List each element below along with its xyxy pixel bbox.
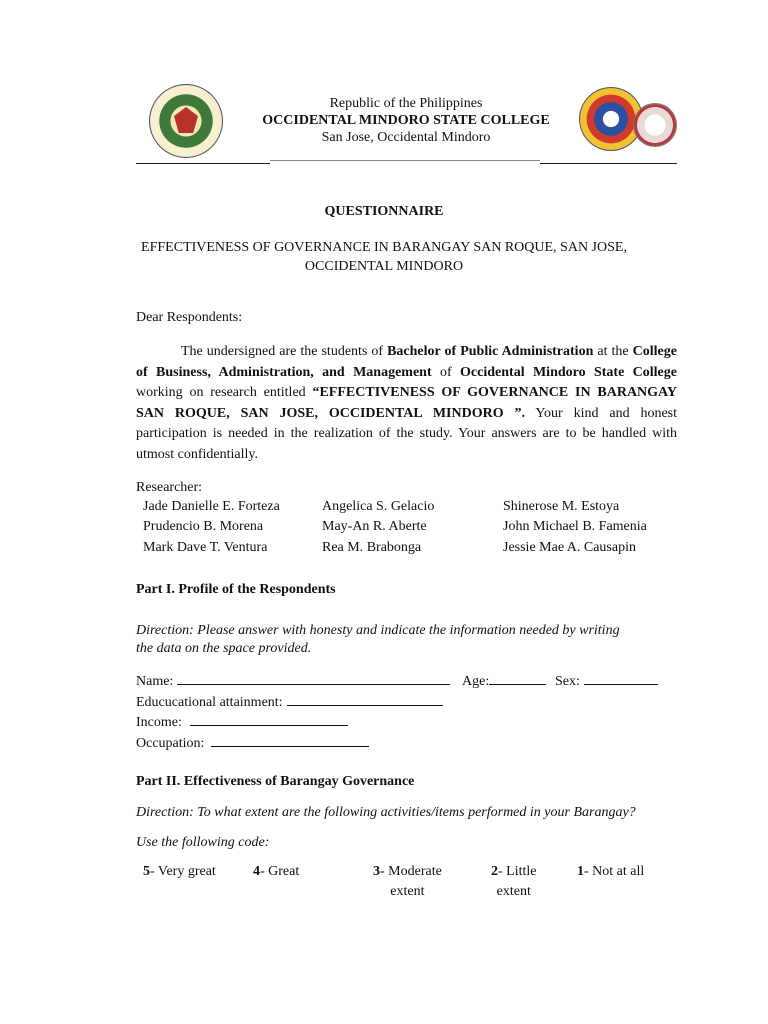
income-row (136, 711, 348, 733)
part1-title: Part I. Profile of the Respondents (136, 582, 336, 597)
income-field[interactable] (190, 711, 348, 726)
part1-direction-line-2: the data on the space provided. (136, 641, 312, 656)
header-college-name: OCCIDENTAL MINDORO STATE COLLEGE (262, 113, 550, 128)
researcher-label: Researcher: (136, 480, 203, 495)
header-republic: Republic of the Philippines (329, 96, 483, 111)
code-item: 4- Great (253, 864, 300, 879)
education-field[interactable] (287, 691, 443, 706)
education-label: Educucational attainment: (136, 695, 283, 710)
age-row (462, 670, 546, 692)
researcher-name: Jade Danielle E. Forteza (143, 499, 280, 514)
researcher-name: Angelica S. Gelacio (322, 499, 435, 514)
code-item: 5- Very great (143, 864, 216, 879)
salutation: Dear Respondents: (136, 310, 243, 325)
subtitle-line-2: OCCIDENTAL MINDORO (304, 259, 464, 274)
name-row (136, 670, 450, 692)
subtitle-line-1: EFFECTIVENESS OF GOVERNANCE IN BARANGAY SAN ROQUE, SAN JOSE, (141, 240, 627, 255)
researcher-name: Rea M. Brabonga (322, 540, 422, 555)
sex-label: Sex: (555, 674, 580, 689)
header-location: San Jose, Occidental Mindoro (321, 130, 491, 145)
header-rule-left (136, 163, 270, 164)
document-title: QUESTIONNAIRE (324, 204, 444, 219)
part1-direction-line-1: Direction: Please answer with honesty and indicate the information needed by writing (136, 623, 620, 638)
researcher-name: John Michael B. Famenia (503, 519, 647, 534)
occupation-row (136, 732, 369, 754)
name-field[interactable] (177, 670, 450, 685)
intro-paragraph: The undersigned are the students of Bachelor of Public Administration at the College of Business, Administration, and Management of Occidental Mindoro State College working on research entitled “EFFECTIVENESS OF GOVERNANCE IN BARANGAY SAN ROQUE, SAN JOSE, OCCIDENTAL MINDORO ”. Your kind and honest participation is needed in the realization of the study. Your answers are to be handled with utmost confidentially. (136, 344, 677, 462)
code-item: 1- Not at all (577, 864, 645, 879)
sex-row (555, 670, 658, 692)
researcher-name: Mark Dave T. Ventura (143, 540, 268, 555)
occupation-field[interactable] (211, 732, 369, 747)
code-item: 3- Moderate extent (373, 864, 442, 899)
header-rule-right (540, 163, 677, 164)
researcher-name: Shinerose M. Estoya (503, 499, 620, 514)
age-label: Age: (462, 674, 490, 689)
part2-title: Part II. Effectiveness of Barangay Governance (136, 774, 415, 789)
code-label: Use the following code: (136, 835, 270, 850)
code-item: 2- Little extent (491, 864, 537, 899)
education-row (136, 691, 443, 713)
researcher-name: Jessie Mae A. Causapin (503, 540, 636, 555)
occupation-label: Occupation: (136, 736, 205, 751)
researcher-name: May-An R. Aberte (322, 519, 427, 534)
name-label: Name: (136, 674, 174, 689)
header-rule-middle (270, 160, 540, 161)
age-field[interactable] (489, 670, 546, 685)
researcher-name: Prudencio B. Morena (143, 519, 264, 534)
sex-field[interactable] (584, 670, 658, 685)
part2-direction: Direction: To what extent are the following activities/items performed in your Barangay? (136, 805, 636, 820)
income-label: Income: (136, 715, 182, 730)
